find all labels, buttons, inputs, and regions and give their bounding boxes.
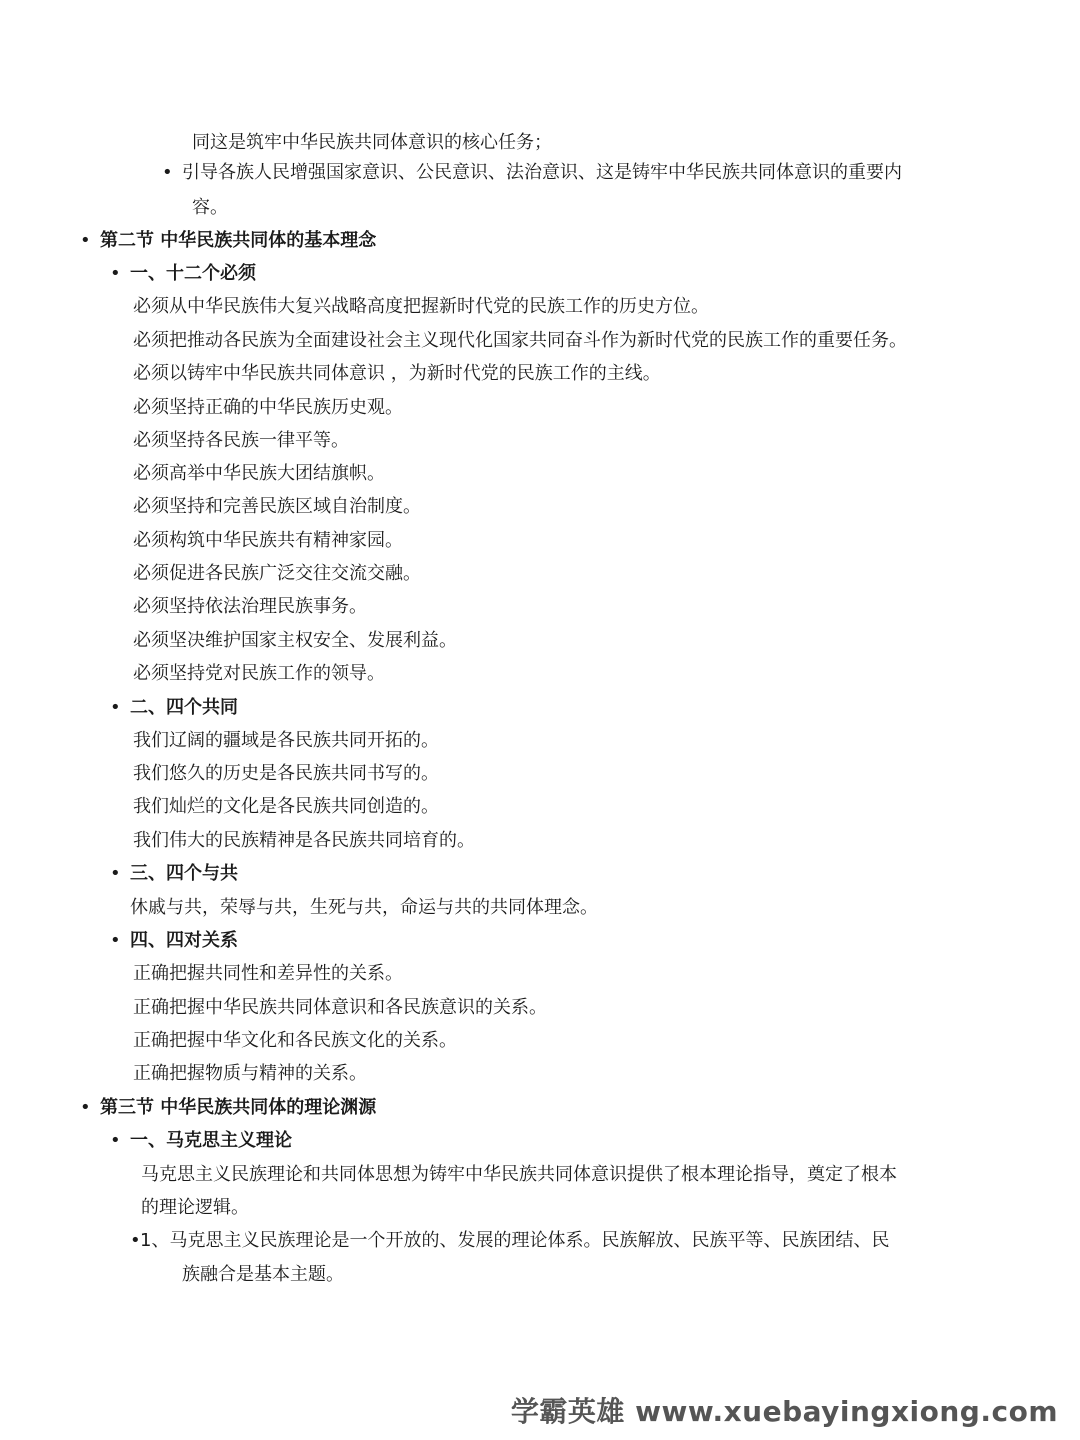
list-item: 正确把握中华文化和各民族文化的关系。: [133, 1030, 457, 1051]
list-item: 我们灿烂的文化是各民族共同创造的。: [133, 796, 439, 817]
section2-sub3-heading: 三、四个与共: [130, 863, 238, 884]
list-item: 必须坚持党对民族工作的领导。: [133, 663, 385, 684]
point-line-cont: 族融合是基本主题。: [182, 1264, 344, 1285]
bullet-icon: •: [110, 263, 121, 284]
bullet-icon: •: [110, 863, 121, 884]
list-item: 必须以铸牢中华民族共同体意识 ，为新时代党的民族工作的主线。: [133, 363, 661, 384]
list-item: 必须坚决维护国家主权安全、发展利益。: [133, 630, 457, 651]
section3-sub1-heading: 一、马克思主义理论: [130, 1130, 292, 1151]
bullet-icon: •: [80, 230, 91, 251]
section3-heading: 第三节 中华民族共同体的理论渊源: [100, 1097, 377, 1118]
list-item: 休戚与共，荣辱与共，生死与共，命运与共的共同体理念。: [130, 897, 598, 918]
list-item: 必须坚持和完善民族区域自治制度。: [133, 496, 421, 517]
section2-sub4-heading: 四、四对关系: [130, 930, 238, 951]
paragraph-line: 马克思主义民族理论和共同体思想为铸牢中华民族共同体意识提供了根本理论指导，奠定了根本: [141, 1164, 897, 1185]
list-item: 我们辽阔的疆域是各民族共同开拓的。: [133, 730, 439, 751]
intro-bullet-line-cont: 容。: [192, 197, 228, 218]
list-item: 必须构筑中华民族共有精神家园。: [133, 530, 403, 551]
intro-bullet-line: 引导各族人民增强国家意识、公民意识、法治意识、这是铸牢中华民族共同体意识的重要内: [182, 162, 902, 183]
list-item: 我们伟大的民族精神是各民族共同培育的。: [133, 830, 475, 851]
list-item: 必须坚持依法治理民族事务。: [133, 596, 367, 617]
list-item: 正确把握中华民族共同体意识和各民族意识的关系。: [133, 997, 547, 1018]
bullet-icon: •: [130, 1230, 141, 1251]
list-item: 我们悠久的历史是各民族共同书写的。: [133, 763, 439, 784]
list-item: 正确把握物质与精神的关系。: [133, 1063, 367, 1084]
list-item: 必须坚持各民族一律平等。: [133, 430, 349, 451]
paragraph-line: 的理论逻辑。: [141, 1197, 249, 1218]
bullet-icon: •: [162, 162, 173, 183]
list-item: 正确把握共同性和差异性的关系。: [133, 963, 403, 984]
list-item: 必须促进各民族广泛交往交流交融。: [133, 563, 421, 584]
bullet-icon: •: [110, 930, 121, 951]
bullet-icon: •: [110, 1130, 121, 1151]
list-item: 必须高举中华民族大团结旗帜。: [133, 463, 385, 484]
list-item: 必须坚持正确的中华民族历史观。: [133, 397, 403, 418]
section2-heading: 第二节 中华民族共同体的基本理念: [100, 230, 377, 251]
bullet-icon: •: [110, 697, 121, 718]
bullet-icon: •: [80, 1097, 91, 1118]
list-item: 必须把推动各民族为全面建设社会主义现代化国家共同奋斗作为新时代党的民族工作的重要任务。: [133, 330, 907, 351]
intro-line: 同这是筑牢中华民族共同体意识的核心任务；: [192, 132, 552, 153]
watermark: 学霸英雄 www.xuebayingxiong.com: [510, 1395, 1058, 1428]
point-line: 1、马克思主义民族理论是一个开放的、发展的理论体系。民族解放、民族平等、民族团结、民: [140, 1230, 890, 1251]
section2-sub2-heading: 二、四个共同: [130, 697, 238, 718]
section2-sub1-heading: 一、十二个必须: [130, 263, 256, 284]
list-item: 必须从中华民族伟大复兴战略高度把握新时代党的民族工作的历史方位。: [133, 296, 709, 317]
